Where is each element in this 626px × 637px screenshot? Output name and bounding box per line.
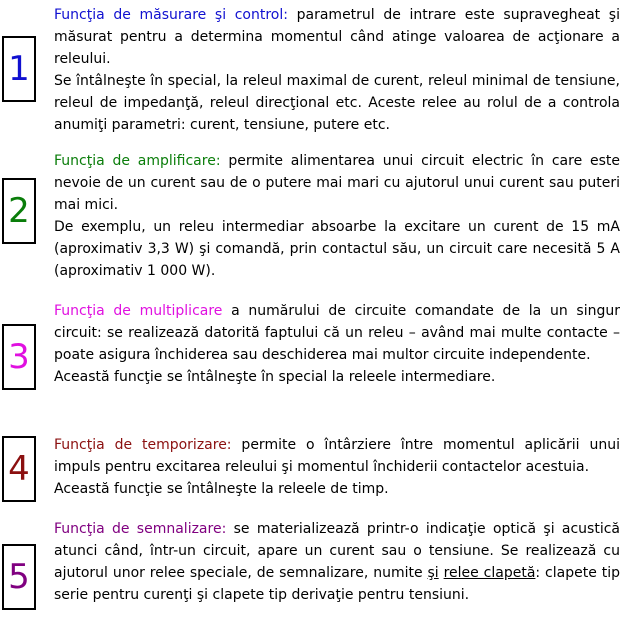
section-4-paragraph-1 xyxy=(54,434,620,478)
section-1-paragraph-2 xyxy=(54,70,620,136)
section-1-title: Funcţia de măsurare şi control: xyxy=(54,7,288,23)
section-2-paragraph-2 xyxy=(54,216,620,282)
section-number-2: 2 xyxy=(2,178,36,244)
section-3 xyxy=(54,300,620,388)
section-5-underlined-relee-clapeta: relee clapetă xyxy=(443,565,536,581)
section-5-text-1b: : clapete tip serie pentru curenţi şi clapete tip derivaţie pentru tensiuni. xyxy=(54,565,620,603)
section-3-paragraph-2 xyxy=(54,366,620,388)
section-5-text-1a: se materializează printr-o indicaţie optică şi acustică atunci când, într-un circuit, apare un curent sau o tensiune. Se realizează cu ajutorul unor relee speciale, de semnalizare, numite xyxy=(54,521,620,581)
section-number-1: 1 xyxy=(2,36,36,102)
section-number-3: 3 xyxy=(2,324,36,390)
section-2 xyxy=(54,150,620,282)
section-5-title: Funcţia de semnalizare: xyxy=(54,521,227,537)
section-4-text-2: Această funcţie se întâlneşte la releele de timp. xyxy=(54,481,389,497)
section-3-paragraph-1 xyxy=(54,300,620,366)
section-4-title: Funcţia de temporizare: xyxy=(54,437,232,453)
section-number-5: 5 xyxy=(2,544,36,610)
section-3-text-1: a numărului de circuite comandate de la un singur circuit: se realizează datorită faptului că un releu – având mai multe contacte – poate asigura închiderea sau deschiderea mai multor circuite independente. xyxy=(54,303,620,363)
section-3-text-2: Această funcţie se întâlneşte în special la releele intermediare. xyxy=(54,369,496,385)
section-2-paragraph-1 xyxy=(54,150,620,216)
section-1 xyxy=(54,4,620,136)
section-2-title: Funcţia de amplificare: xyxy=(54,153,221,169)
section-1-text-2: Se întâlneşte în special, la releul maximal de curent, releul minimal de tensiune, releul de impedanţă, releul direcţional etc. Aceste relee au rolul de a controla anumiţi parametri: curent, tensiune, putere etc. xyxy=(54,73,620,133)
section-5-paragraph-1 xyxy=(54,518,620,606)
section-1-paragraph-1 xyxy=(54,4,620,70)
section-2-text-1: permite alimentarea unui circuit electric în care este nevoie de un curent sau de o putere mai mari cu ajutorul unui curent sau puteri mai mici. xyxy=(54,153,620,213)
section-number-4: 4 xyxy=(2,436,36,502)
section-3-title: Funcţia de multiplicare xyxy=(54,303,223,319)
section-2-text-2: De exemplu, un releu intermediar absoarbe la excitare un curent de 15 mA (aproximativ 3,3 W) şi comandă, prin contactul său, un circuit care necesită 5 A (aproximativ 1 000 W). xyxy=(54,219,620,279)
section-4-paragraph-2 xyxy=(54,478,620,500)
section-4 xyxy=(54,434,620,500)
section-5 xyxy=(54,518,620,606)
section-5-underlined-si: şi xyxy=(427,565,439,581)
section-1-text-1: parametrul de intrare este supravegheat şi măsurat pentru a determina momentul când atinge valoarea de acţionare a releului. xyxy=(54,7,620,67)
section-4-text-1: permite o întârziere între momentul aplicării unui impuls pentru excitarea releului şi momentul închiderii contactelor acestuia. xyxy=(54,437,620,475)
